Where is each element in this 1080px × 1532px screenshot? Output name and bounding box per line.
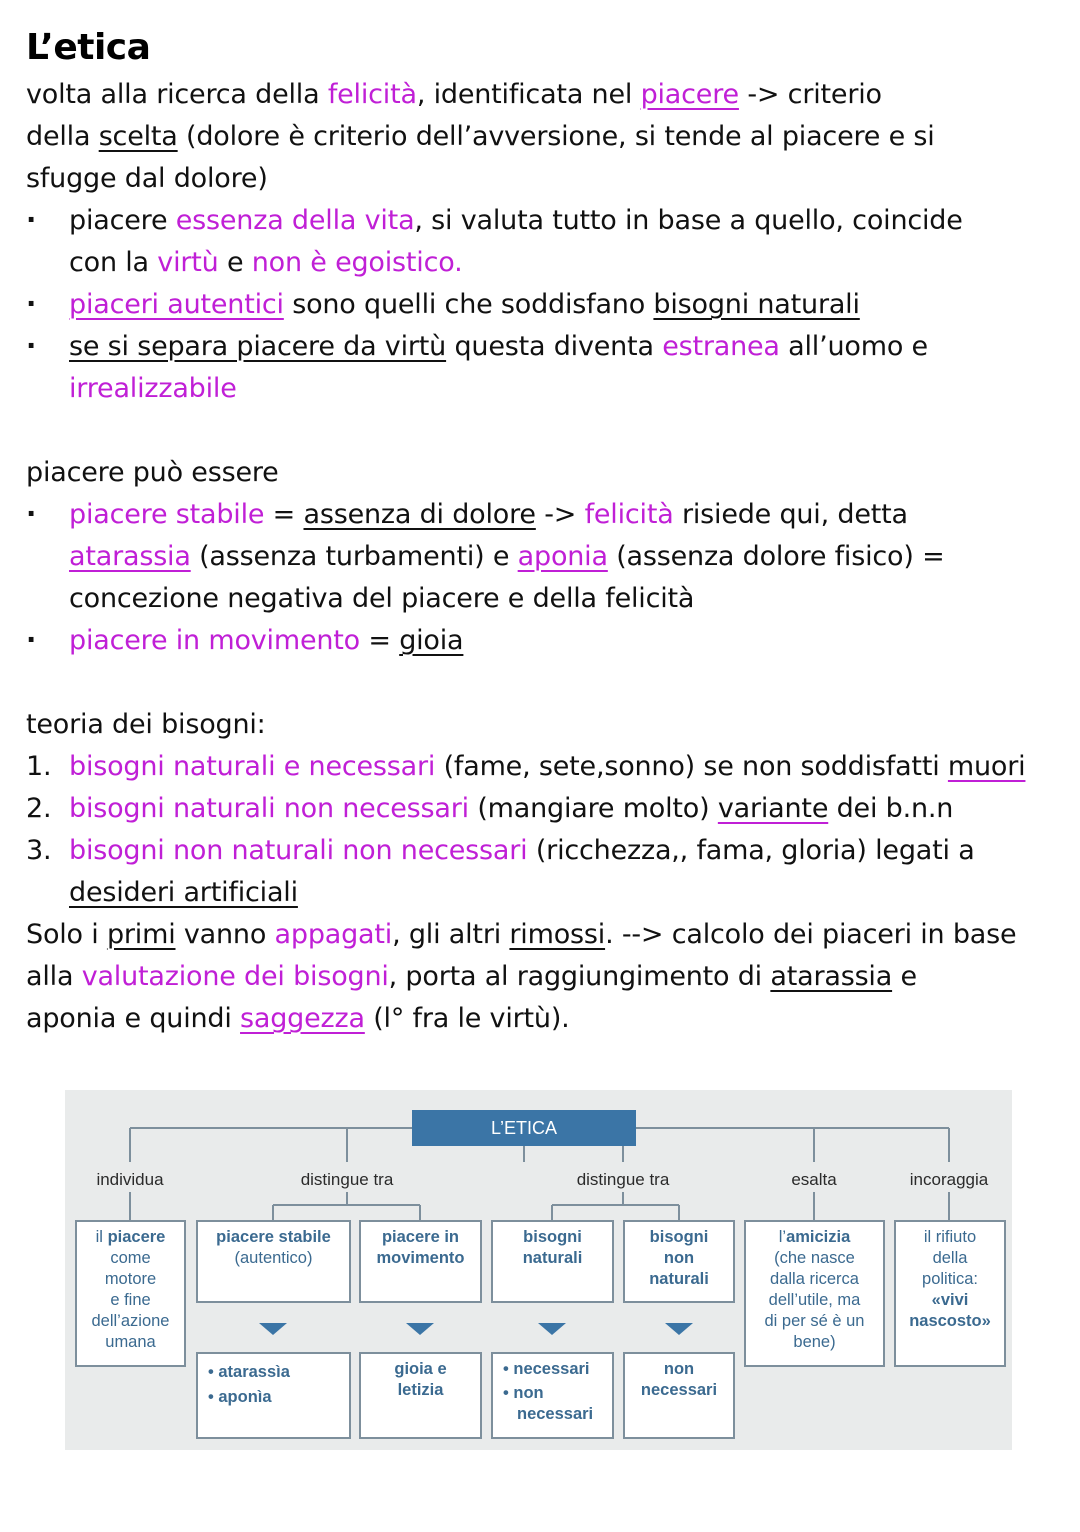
box-piacere-stabile: piacere stabile (autentico) [196,1220,351,1303]
arrow-down-icon [665,1323,693,1335]
bullet-piacere-essenza-cont: con la virtù e non è egoistico. [69,247,463,278]
intro-line-1: volta alla ricerca della felicità, identificata nel piacere -> criterio [26,79,882,110]
box-amicizia: l’amicizia (che nasce dalla ricerca dell’utile, ma di per sé è un bene) [744,1220,885,1367]
bisogni-item-3: 3. bisogni non naturali non necessari (ricchezza,, fama, gloria) legati a [26,835,975,866]
etica-diagram [65,1090,1012,1450]
box-piacere-movimento: piacere in movimento [359,1220,482,1303]
verb-incoraggia: incoraggia [909,1170,989,1189]
bullet-piacere-stabile: · piacere stabile = assenza di dolore -> felicità risiede qui, detta [26,494,1066,536]
bisogni-item-2: 2. bisogni naturali non necessari (mangiare molto) variante dei b.n.n [26,793,954,824]
bullet-separa-piacere-cont: irrealizzabile [69,373,237,404]
bisogni-item-3-cont: desideri artificiali [69,877,298,908]
conclusion-line-3: aponia e quindi saggezza (l° fra le virtù). [26,1003,570,1034]
arrow-down-icon [538,1323,566,1335]
bullet-piacere-stabile-cont-2: concezione negativa del piacere e della felicità [69,583,695,614]
box-bisogni-naturali: bisogni naturali [491,1220,614,1303]
bullet-piaceri-autentici: · piaceri autentici sono quelli che soddisfano bisogni naturali [26,284,1066,326]
notes [26,24,1066,1040]
intro-line-2: della scelta (dolore è criterio dell’avversione, si tende al piacere e si [26,121,935,152]
bullet-piacere-stabile-cont-1: atarassia (assenza turbamenti) e aponia (assenza dolore fisico) = [69,541,945,572]
box-atarassia-aponia: • atarassìa • aponìa [196,1352,351,1439]
bullet-piacere-essenza: · piacere essenza della vita, si valuta tutto in base a quello, coincide [26,200,1066,242]
diagram-header: L’ETICA [412,1110,636,1146]
bisogni-item-1: 1. bisogni naturali e necessari (fame, sete,sonno) se non soddisfatti muori [26,751,1026,782]
bisogni-heading: teoria dei bisogni: [26,709,266,740]
box-necessari: • necessari • non necessari [491,1352,614,1439]
box-bisogni-non-naturali: bisogni non naturali [623,1220,735,1303]
arrow-down-icon [259,1323,287,1335]
verb-distingue-2: distingue tra [576,1170,670,1189]
verb-distingue-1: distingue tra [300,1170,394,1189]
box-non-necessari: non necessari [623,1352,735,1439]
page-title: L’etica [26,27,151,68]
bullet-piacere-movimento: · piacere in movimento = gioia [26,620,1066,662]
conclusion-line-1: Solo i primi vanno appagati, gli altri rimossi. --> calcolo dei piaceri in base [26,919,1017,950]
piacere-heading: piacere può essere [26,457,279,488]
arrow-down-icon [406,1323,434,1335]
conclusion-line-2: alla valutazione dei bisogni, porta al raggiungimento di atarassia e [26,961,917,992]
box-piacere-motore: il piacere come motore e fine dell’azione umana [75,1220,186,1367]
intro-line-3: sfugge dal dolore) [26,163,268,194]
bullet-separa-piacere: · se si separa piacere da virtù questa diventa estranea all’uomo e [26,326,1066,368]
box-rifiuto-politica: il rifiuto della politica: «vivi nascosto» [894,1220,1006,1367]
verb-individua: individua [96,1170,164,1189]
verb-esalta: esalta [791,1170,837,1189]
box-gioia-letizia: gioia e letizia [359,1352,482,1439]
